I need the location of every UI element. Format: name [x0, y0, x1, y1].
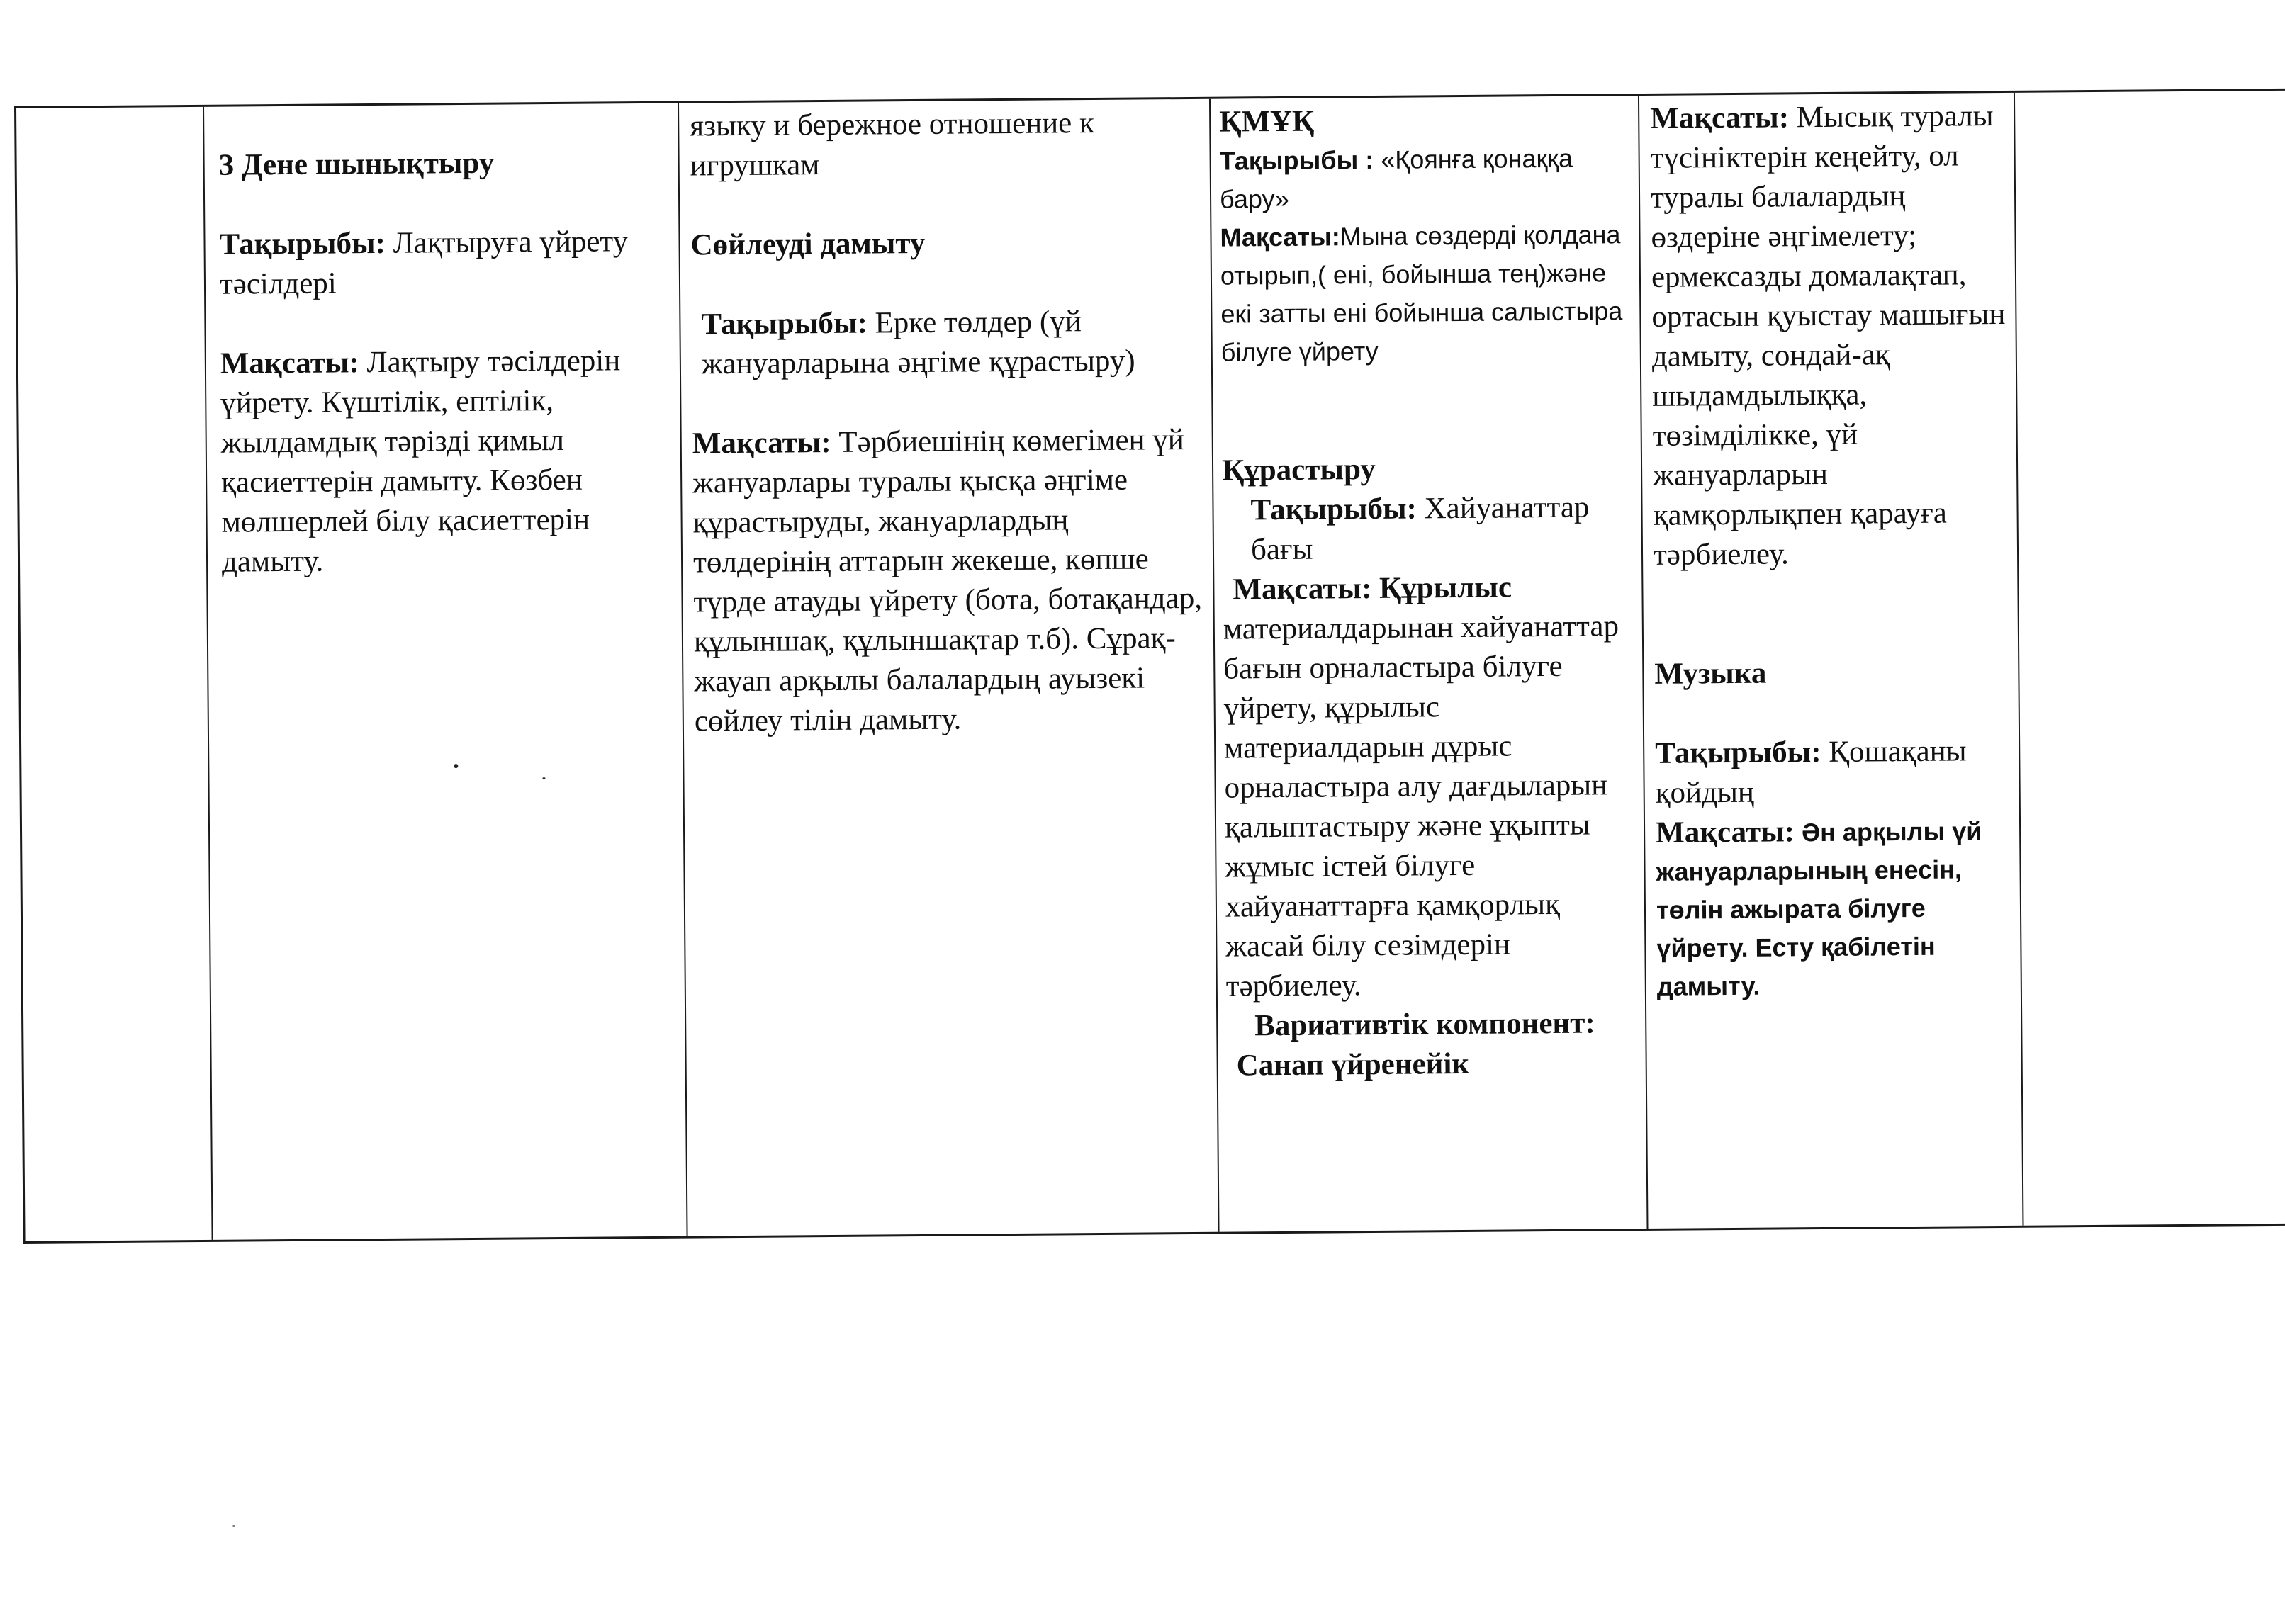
table-cell-empty-right [2015, 90, 2285, 1225]
goal2-text: Ән арқылы үй жануарларының енесін, төлін ажырата білуге үйрету. Есту қабілетін дамыту. [1656, 816, 1982, 1001]
scan-speck [232, 1525, 235, 1527]
scan-speck [454, 764, 458, 768]
goal2-paragraph [1223, 567, 1637, 1007]
topic-text: Ерке төлдер (үй жануарларына әңгіме құрастыру) [701, 305, 1135, 381]
variative-label: Вариативтік компонент: [1254, 1006, 1595, 1043]
goal2-label: Мақсаты: [1233, 571, 1372, 607]
topic2-label: Тақырыбы: [1250, 492, 1417, 527]
goal-text: Тәрбиешінің көмегімен үй жануарлары туралы қысқа әңгіме құрастыруды, жануарлардың төлдерінің аттарын жекеше, көпше түрде атауды үйрету (бота, ботақандар, құлыншақ, құлыншақтар т.б). Сұрақ-жауап арқылы балалардың ауызекі сөйлеу тілін дамыту. [692, 423, 1203, 738]
goal-label: Мақсаты: [692, 425, 831, 461]
goal-paragraph [220, 341, 669, 582]
goal-text: Лақтыру тәсілдерін үйрету. Күштілік, ептілік, жылдамдық тәрізді қимыл қасиеттерін дамыту. Көзбен мөлшерлей білу қасиеттерін дамыту. [220, 344, 621, 579]
goal-paragraph [1220, 215, 1632, 372]
table-cell-modeling-music [1639, 93, 2024, 1229]
goal2-bold-text: Құрылыс [1379, 570, 1512, 605]
math-block [1219, 139, 1632, 372]
topic-paragraph [1219, 139, 1631, 219]
goal-text: Мысық туралы түсініктерін кеңейту, ол туралы балалардың өздеріне әңгімелету; ермексазды домалақтап, ортасын қуыстау машығын дамыту, сондай-ақ шыдамдылыққа, төзімділікке, үй жануарларын қамқорлықпен қарауға тәрбиелеу. [1650, 99, 2006, 572]
section-heading: 3 Дене шынықтыру [218, 146, 495, 182]
section-heading-construction: Құрастыру [1221, 452, 1376, 487]
scan-speck [542, 777, 545, 779]
topic2-text: Хайуанаттар бағы [1250, 490, 1590, 567]
lesson-plan-table [14, 88, 2285, 1244]
table-cell-speech-development [679, 99, 1220, 1236]
topic-label: Тақырыбы: [701, 306, 868, 342]
topic-label: Тақырыбы: [219, 226, 386, 261]
goal-text: Мына сөздерді қолдана отырып,( ені, бойынша тең)және екі затты ені бойынша салыстыра білуге үйрету [1220, 220, 1623, 367]
carryover-text: языку и бережное отношение к игрушкам [690, 106, 1095, 183]
table-cell-math-construction [1211, 96, 1649, 1232]
topic-label: Тақырыбы: [1655, 735, 1821, 770]
topic-text: Лақтыруға үйрету тәсілдері [219, 225, 629, 301]
goal2-label: Мақсаты: [1655, 815, 1795, 850]
section-heading-music: Музыка [1654, 656, 1767, 691]
topic-paragraph [1655, 731, 2010, 813]
topic-text: Қошақаны қойдың [1655, 734, 1967, 810]
goal2-text: материалдарынан хайуанаттар бағын орналастыра білуге үйрету, құрылыс материалдарын дұрыс орналастыра алу дағдыларын қалыптастыру және ұқыпты жұмыс істей білуге хайуанаттарға қамқорлық жасай білу сезімдерін тәрбиелеу. [1223, 609, 1619, 1003]
section-heading: ҚМҰҚ [1219, 104, 1315, 139]
goal-label: Мақсаты: [1220, 222, 1340, 252]
goal-paragraph [692, 420, 1205, 742]
goal-label: Мақсаты: [1650, 101, 1790, 135]
table-cell-empty-left [16, 107, 213, 1241]
topic-label: Тақырыбы : [1219, 145, 1374, 176]
goal-label: Мақсаты: [220, 346, 359, 380]
topic2-paragraph [1222, 487, 1634, 570]
section-heading: Сөйлеуді дамыту [690, 226, 926, 262]
table-cell-physical-education [204, 103, 688, 1240]
goal2-paragraph [1656, 811, 2011, 1006]
topic-text: «Қоянға қонаққа бару» [1219, 143, 1573, 214]
goal-paragraph [1650, 96, 2008, 575]
topic-paragraph [691, 301, 1202, 385]
variative-text: Санап үйренейік [1236, 1047, 1470, 1083]
topic-paragraph [219, 222, 666, 305]
